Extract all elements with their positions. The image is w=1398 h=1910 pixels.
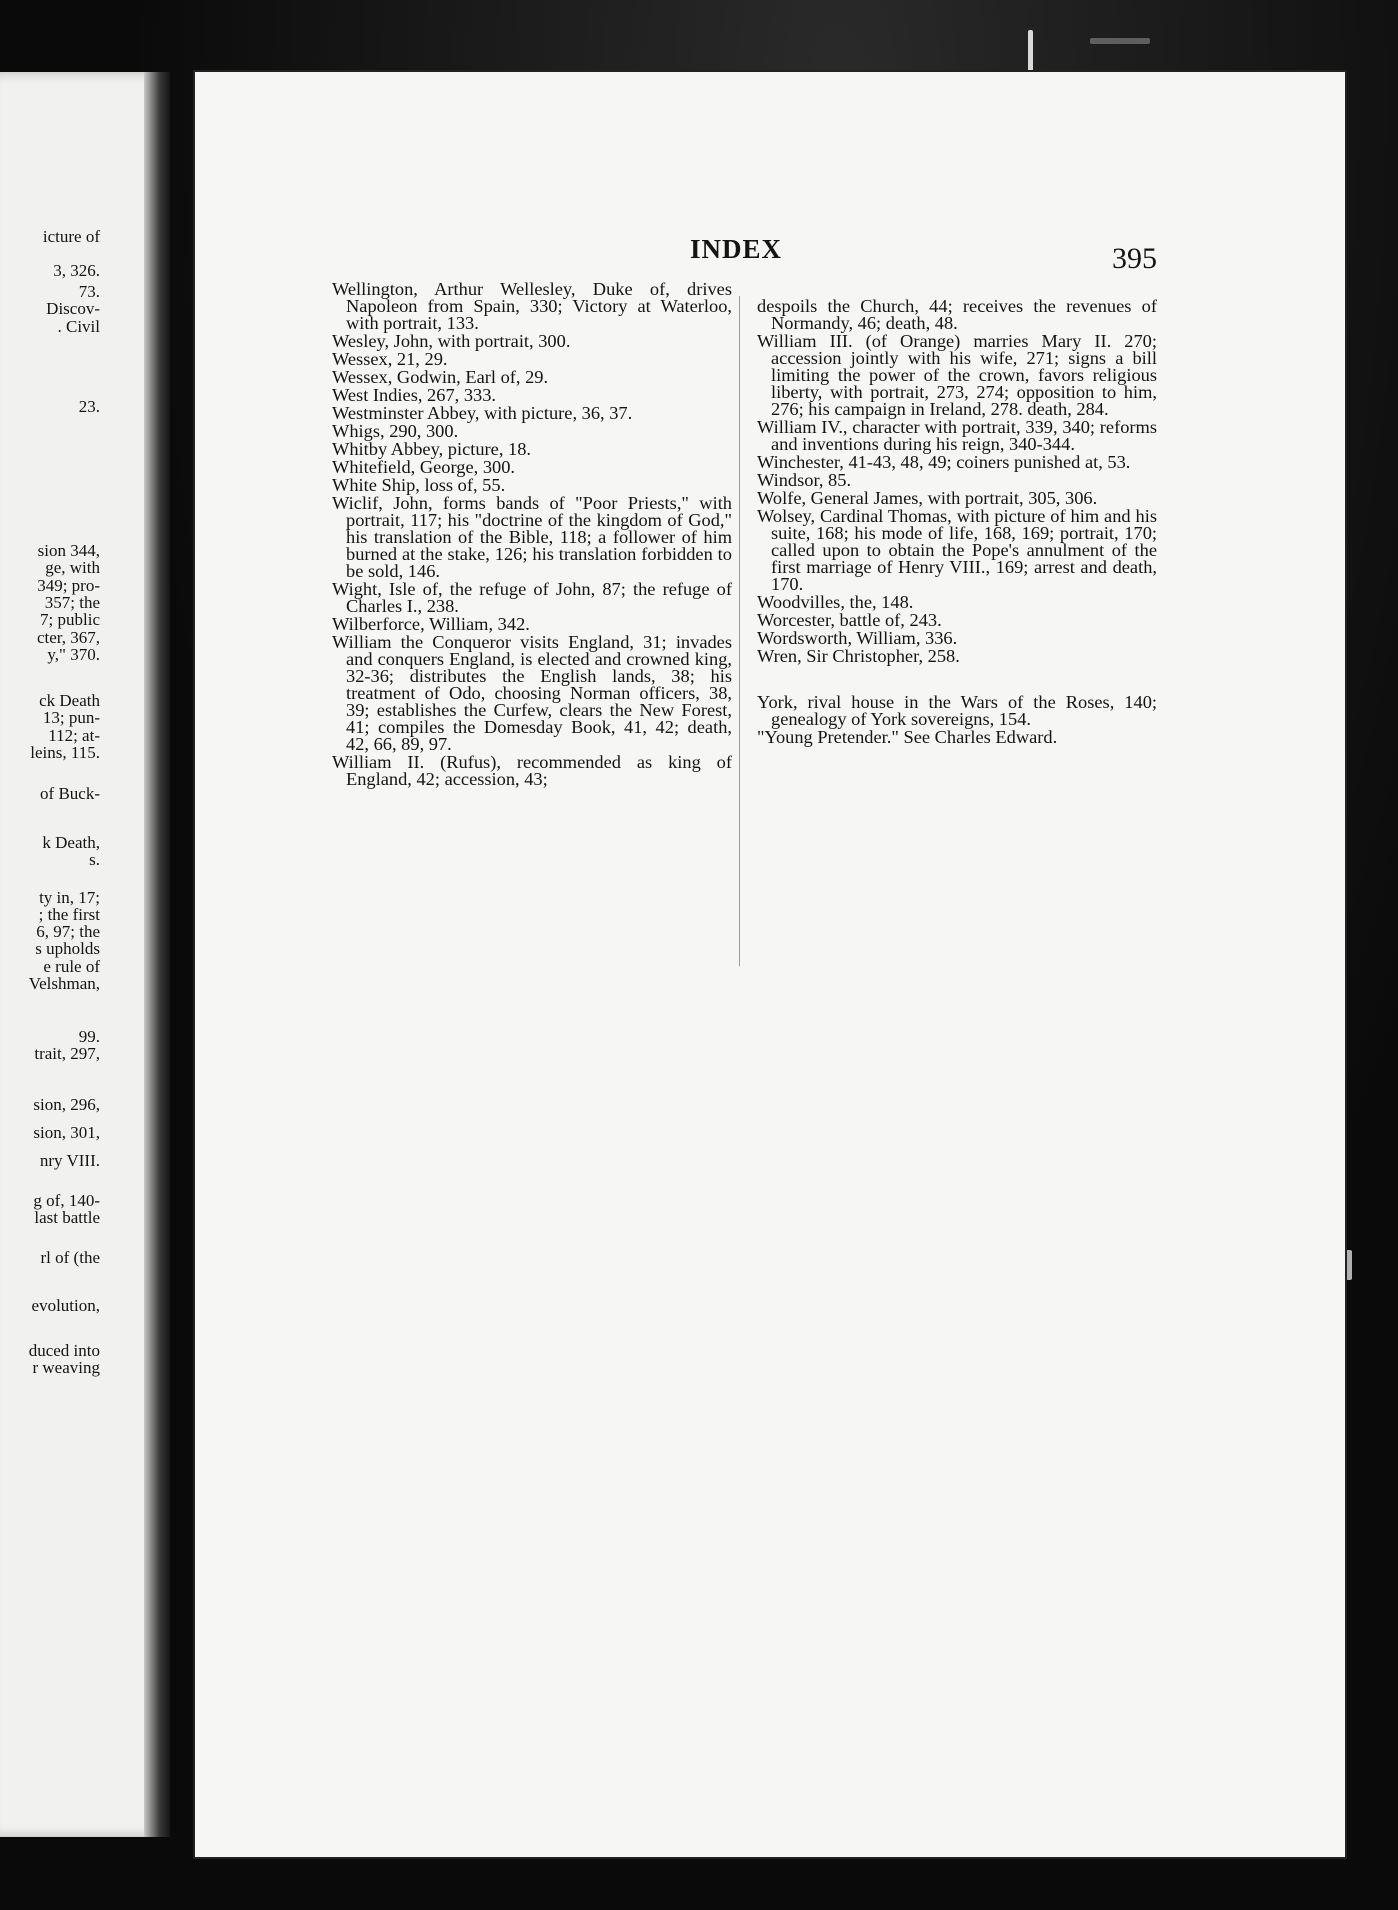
index-entry: Whitby Abbey, picture, 18.	[332, 439, 532, 459]
page-header: INDEX	[690, 234, 783, 264]
index-entry: Wolfe, General James, with portrait, 305, 306.	[757, 488, 1098, 508]
left-page-line: y," 370.	[47, 645, 100, 664]
left-page-line: sion 344,	[37, 541, 100, 560]
index-entry: despoils the Church, 44; receives the revenues of Normandy, 46; death, 48.	[757, 296, 1157, 333]
index-entry: Wolsey, Cardinal Thomas, with picture of him and his suite, 168; his mode of life, 168, 169; portrait, 170; called upon to obtain the Pope's annulment of the first marriage of Henry VIII., 169; arrest and death, 170.	[757, 506, 1157, 594]
index-entry: Wight, Isle of, the refuge of John, 87; the refuge of Charles I., 238.	[332, 579, 732, 616]
left-page-line: g of, 140-	[33, 1191, 100, 1210]
index-entry: William the Conqueror visits England, 31; invades and conquers England, is elected and crowned king, 32-36; distributes the English lands, 38; his treatment of Odo, choosing Norman officers, 38, 39; establishes the Curfew, clears the New Forest, 41; compiles the Domesday Book, 41, 42; death, 42, 66, 89, 97.	[332, 632, 732, 754]
left-page-line: evolution,	[31, 1296, 100, 1315]
debris-mark	[1090, 38, 1150, 44]
index-entry: William IV., character with portrait, 339, 340; reforms and inventions during his reign, 340-344.	[757, 417, 1157, 454]
left-page-line: 99.	[78, 1027, 100, 1046]
left-page-line: 349; pro-	[37, 576, 100, 595]
index-entry: York, rival house in the Wars of the Roses, 140; genealogy of York sovereigns, 154.	[757, 692, 1157, 729]
page-number: 395	[1112, 242, 1157, 275]
left-page-line: Discov-	[46, 299, 100, 318]
left-page-line: sion, 301,	[33, 1123, 100, 1142]
left-page-line: ck Death	[39, 691, 100, 710]
index-column-right	[757, 298, 1157, 747]
index-entry: West Indies, 267, 333.	[332, 385, 497, 405]
left-page-edge	[0, 72, 170, 1837]
left-page-line: cter, 367,	[36, 628, 100, 647]
left-page-line: rl of (the	[40, 1248, 100, 1267]
index-entry: Whitefield, George, 300.	[332, 457, 515, 477]
left-page-line: 23.	[78, 397, 100, 416]
left-page-line: leins, 115.	[30, 743, 100, 762]
index-entry: Wiclif, John, forms bands of "Poor Priests," with portrait, 117; his "doctrine of the kingdom of God," his translation of the Bible, 118; a follower of him burned at the stake, 126; his translation forbidden to be sold, 146.	[332, 493, 732, 581]
left-page-line: Velshman,	[28, 974, 100, 993]
index-entry: Worcester, battle of, 243.	[757, 610, 942, 630]
index-entry: Woodvilles, the, 148.	[757, 592, 914, 612]
index-entry: Westminster Abbey, with picture, 36, 37.	[332, 403, 633, 423]
index-entry: William III. (of Orange) marries Mary II. 270; accession jointly with his wife, 271; signs a bill limiting the power of the crown, favors religious liberty, with portrait, 273, 274; opposition to him, 276; his campaign in Ireland, 278. death, 284.	[757, 331, 1157, 419]
left-page-line: e rule of	[43, 957, 100, 976]
left-page-line: last battle	[34, 1208, 100, 1227]
left-page-line: 6, 97; the	[36, 922, 100, 941]
left-page-line: 3, 326.	[53, 261, 100, 280]
index-entry: White Ship, loss of, 55.	[332, 475, 506, 495]
left-page-line: icture of	[42, 227, 100, 246]
left-page-line: ty in, 17;	[39, 888, 100, 907]
left-page-line: r weaving	[32, 1358, 100, 1377]
left-page-line: 73.	[78, 282, 100, 301]
left-page-line: ; the first	[38, 905, 100, 924]
left-page-line: 357; the	[44, 593, 100, 612]
section-gap	[757, 666, 1157, 694]
left-page-line: 13; pun-	[42, 708, 100, 727]
index-entry: Wessex, Godwin, Earl of, 29.	[332, 367, 549, 387]
index-entry: Wellington, Arthur Wellesley, Duke of, drives Napoleon from Spain, 330; Victory at Waterloo, with portrait, 133.	[332, 279, 732, 333]
left-page-line: ge, with	[45, 558, 100, 577]
left-page-line: duced into	[28, 1341, 100, 1360]
left-page-line: 7; public	[40, 610, 100, 629]
index-entry: Windsor, 85.	[757, 470, 852, 490]
index-column-left	[332, 281, 732, 789]
left-page-line: trait, 297,	[34, 1044, 100, 1063]
debris-mark	[1028, 30, 1033, 78]
left-page-line: nry VIII.	[39, 1151, 100, 1170]
left-page-line: s.	[89, 850, 100, 869]
left-page-line: 112; at-	[48, 726, 100, 745]
index-entry: Wilberforce, William, 342.	[332, 614, 530, 634]
left-page-line: . Civil	[57, 317, 100, 336]
index-entry: Wessex, 21, 29.	[332, 349, 448, 369]
left-page-line: sion, 296,	[33, 1095, 100, 1114]
index-entry: Wordsworth, William, 336.	[757, 628, 958, 648]
index-entry: Winchester, 41-43, 48, 49; coiners punished at, 53.	[757, 452, 1131, 472]
left-page-line: s upholds	[35, 939, 100, 958]
left-page-line: k Death,	[42, 833, 100, 852]
left-page-line: of Buck-	[40, 784, 100, 803]
index-entry: "Young Pretender." See Charles Edward.	[757, 727, 1058, 747]
index-entry: Whigs, 290, 300.	[332, 421, 459, 441]
index-entry: Wesley, John, with portrait, 300.	[332, 331, 571, 351]
book-gutter	[144, 72, 170, 1837]
column-divider	[739, 296, 740, 966]
index-entry: Wren, Sir Christopher, 258.	[757, 646, 960, 666]
index-entry: William II. (Rufus), recommended as king of England, 42; accession, 43;	[332, 752, 732, 789]
